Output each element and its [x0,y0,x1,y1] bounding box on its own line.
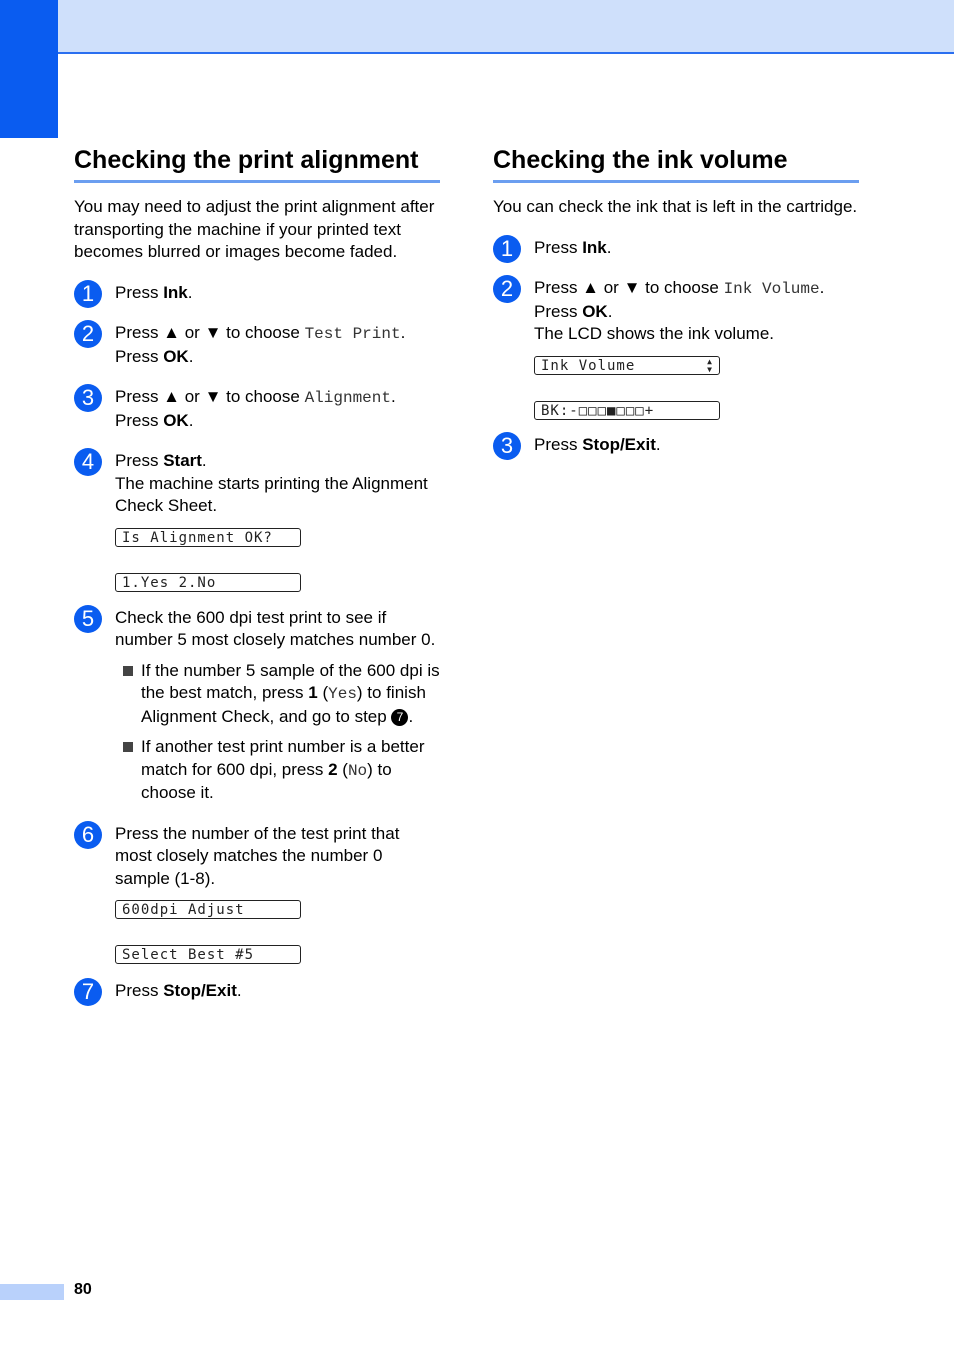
step-3: 3 Press Stop/Exit. [493,434,859,457]
intro-text: You can check the ink that is left in the cartridge. [493,197,858,216]
step-3: 3 Press ▲ or ▼ to choose Alignment. Press OK. [74,386,440,432]
page-number: 80 [74,1281,92,1298]
step-4: 4 Press Start. The machine starts printing the Alignment Check Sheet. Is Alignment OK? 1.Yes 2.No [74,450,440,592]
header-band [58,0,954,54]
print-alignment-section [74,140,440,1003]
intro-text: You may need to adjust the print alignment after transporting the machine if your printed text becomes blurred or images become faded. [74,197,435,261]
step-number: 3 [493,432,521,460]
step-5: 5 Check the 600 dpi test print to see if number 5 most closely matches number 0. If the number 5 sample of the 600 dpi is the best match, press 1 (Yes) to finish Alignment Check, and go to step 7 . If another test print number is a better match for 600 dpi, press 2 (No) to choose it. [74,607,440,805]
section-title: Checking the ink volume [493,140,859,183]
lcd-display-line2: 1.Yes 2.No [115,573,301,592]
step-number: 4 [74,448,102,476]
step-number: 1 [74,280,102,308]
step-1: 1 Press Ink. [493,237,859,260]
lcd-display-line2: Select Best #5 [115,945,301,964]
up-down-arrow-icon: ▲ ▼ [707,356,713,374]
lcd-display-line2: BK:-□□□■□□□+ [534,401,720,420]
step-number: 5 [74,605,102,633]
step-number: 3 [74,384,102,412]
step-reference-icon: 7 [391,709,408,726]
step-2: 2 Press ▲ or ▼ to choose Test Print. Press OK. [74,322,440,368]
section-title: Checking the print alignment [74,140,440,183]
step-6: 6 Press the number of the test print that most closely matches the number 0 sample (1-8). 600dpi Adjust Select Best #5 [74,823,440,965]
bullet-icon [123,666,133,676]
step-number: 7 [74,978,102,1006]
lcd-display-line1: 600dpi Adjust [115,900,301,919]
step-number: 6 [74,821,102,849]
lcd-display-line1: Is Alignment OK? [115,528,301,547]
step-number: 2 [74,320,102,348]
step-number: 2 [493,275,521,303]
list-item: If another test print number is a better match for 600 dpi, press 2 (No) to choose it. [115,736,440,805]
footer-bar [0,1284,64,1300]
bullet-icon [123,742,133,752]
step-1: 1 Press Ink. [74,282,440,305]
list-item: If the number 5 sample of the 600 dpi is the best match, press 1 (Yes) to finish Alignment Check, and go to step 7 . [115,660,440,729]
step-7: 7 Press Stop/Exit. [74,980,440,1003]
chapter-tab [0,0,58,138]
ink-volume-section [493,140,859,456]
step-2: 2 Press ▲ or ▼ to choose Ink Volume. Press OK. The LCD shows the ink volume. Ink Volume ▲ ▼ BK:-□□□■□□□+ [493,277,859,420]
step-number: 1 [493,235,521,263]
lcd-display-line1: Ink Volume ▲ ▼ [534,356,720,375]
